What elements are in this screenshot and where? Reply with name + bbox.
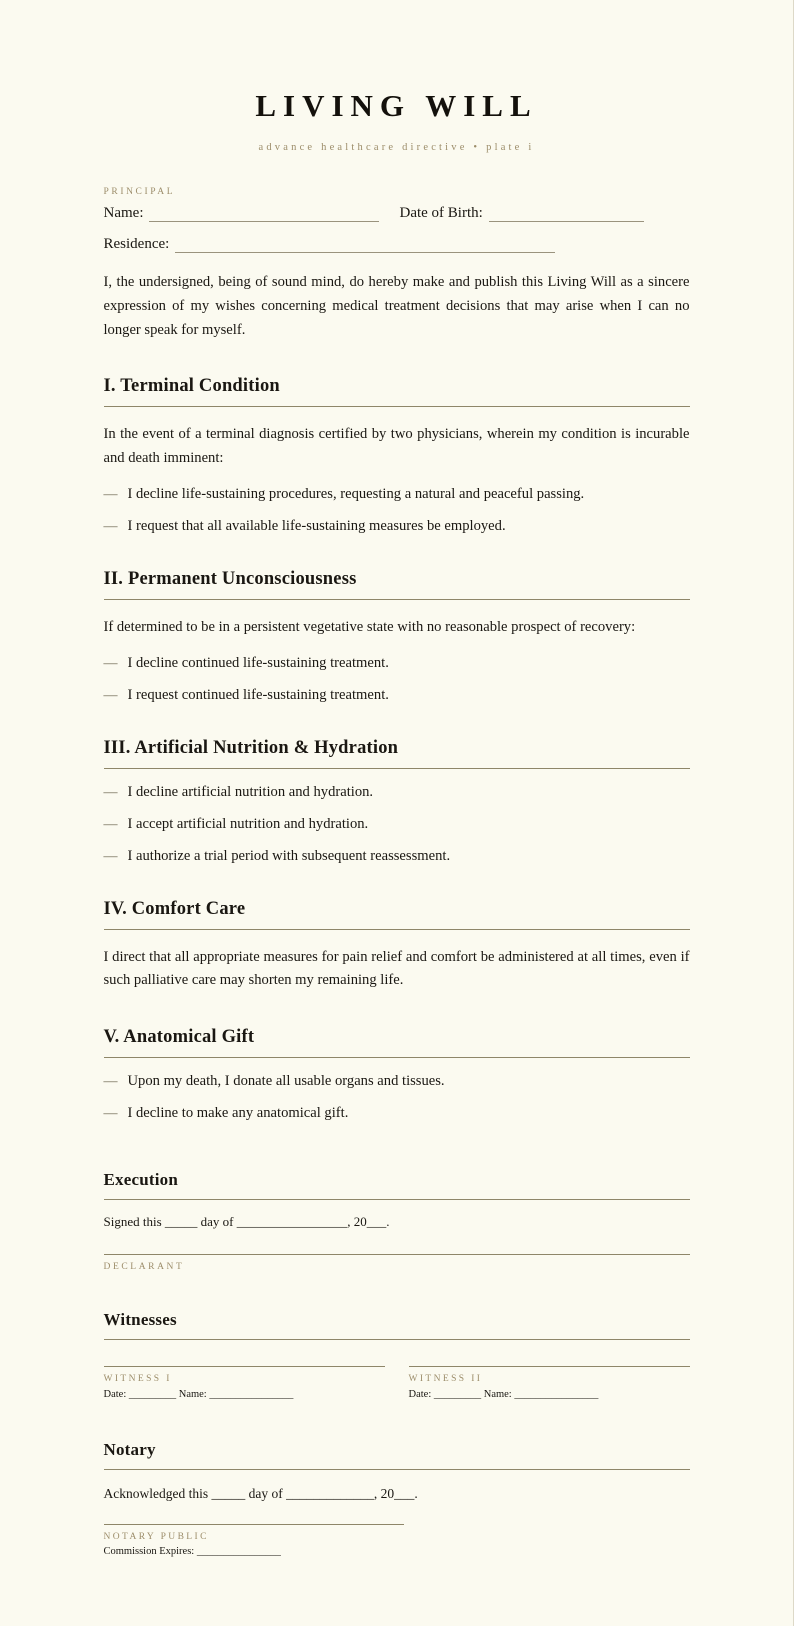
option-label: I accept artificial nutrition and hydration. [127,815,369,832]
dash-icon: — [103,486,118,502]
dash-icon: — [103,816,118,832]
witness-signature-line[interactable] [409,1366,690,1367]
option-label: Upon my death, I donate all usable organs and tissues. [127,1073,445,1090]
option-label: I decline continued life-sustaining treatment. [127,654,389,671]
section-divider-2 [104,599,690,600]
witness-label: WITNESS II [408,1374,483,1385]
principal-name-row [104,205,690,222]
execution-divider [104,1199,690,1200]
option-label: I authorize a trial period with subsequent reassessment. [127,847,451,864]
execution-heading: Execution [103,1170,179,1190]
option-label: I request that all available life-sustaining measures be employed. [127,517,506,534]
witness-meta[interactable]: Date: _________ Name: ________________ [103,1389,294,1401]
preamble-paragraph: I, the undersigned, being of sound mind, do hereby make and publish this Living Will as a sincere expression of my wishes concerning medical treatment decisions that may arise when I can no longer speak for myself. [103,274,690,338]
witness-block-2 [409,1366,690,1400]
section-heading-1: I. Terminal Condition [103,376,280,397]
dash-icon: — [103,1074,118,1090]
witness-signature-line[interactable] [104,1366,385,1367]
option-label: I request continued life-sustaining treatment. [127,686,389,703]
section-lead-4: I direct that all appropriate measures for pain relief and comfort be administered at all times, even if such palliative care may shorten my remaining life. [103,948,690,989]
dash-icon: — [103,518,118,534]
section-lead-2: If determined to be in a persistent vegetative state with no reasonable prospect of recovery: [103,618,636,635]
page-subtitle: advance healthcare directive • plate i [258,142,535,153]
section-heading-4: IV. Comfort Care [103,898,246,919]
dob-label: Date of Birth: [399,205,483,221]
option-label: I decline life-sustaining procedures, requesting a natural and peaceful passing. [127,485,585,502]
residence-input[interactable] [175,239,555,253]
option-row[interactable] [104,784,690,801]
witnesses-divider [104,1339,690,1340]
option-label: I decline to make any anatomical gift. [127,1105,349,1122]
witness-label: WITNESS I [103,1374,172,1385]
residence-label: Residence: [103,236,170,252]
option-row[interactable] [104,655,690,672]
option-row[interactable] [104,1105,690,1122]
option-label: I decline artificial nutrition and hydration. [127,783,374,800]
option-row[interactable] [104,518,690,535]
section-divider-1 [104,406,690,407]
section-heading-3: III. Artificial Nutrition & Hydration [103,737,399,758]
notary-commission[interactable]: Commission Expires: ________________ [103,1546,281,1558]
notary-ack-line[interactable]: Acknowledged this _____ day of _____________, 20___. [103,1486,418,1502]
notary-heading: Notary [103,1440,156,1460]
section-divider-4 [104,929,690,930]
witness-block-1 [104,1366,385,1400]
declarant-label: DECLARANT [103,1262,185,1273]
dash-icon: — [103,1106,118,1122]
dash-icon: — [103,784,118,800]
name-input[interactable] [149,208,379,222]
name-label: Name: [103,205,144,221]
document-body [104,88,690,1557]
notary-signature-line[interactable] [104,1524,404,1525]
dash-icon: — [103,655,118,671]
section-divider-3 [104,768,690,769]
option-row[interactable] [104,687,690,704]
section-heading-2: II. Permanent Unconsciousness [103,568,357,589]
principal-kicker: PRINCIPAL [103,187,176,197]
dash-icon: — [103,848,118,864]
principal-residence-row [104,236,690,253]
witness-meta[interactable]: Date: _________ Name: ________________ [408,1389,599,1401]
option-row[interactable] [104,848,690,865]
dob-input[interactable] [489,208,644,222]
section-heading-5: V. Anatomical Gift [103,1027,255,1048]
section-lead-1: In the event of a terminal diagnosis certified by two physicians, wherein my condition is incurable and death imminent: [103,426,690,467]
declarant-signature-line[interactable] [104,1254,690,1255]
section-divider-5 [104,1057,690,1058]
witness-grid [104,1366,690,1400]
option-row[interactable] [104,1073,690,1090]
dash-icon: — [103,687,118,703]
witnesses-heading: Witnesses [103,1310,177,1330]
page-title: LIVING WILL [255,88,538,123]
notary-label: NOTARY PUBLIC [103,1532,209,1543]
signed-line[interactable]: Signed this _____ day of _________________, 20___. [103,1214,390,1230]
option-row[interactable] [104,816,690,833]
notary-divider [104,1469,690,1470]
option-row[interactable] [104,486,690,503]
